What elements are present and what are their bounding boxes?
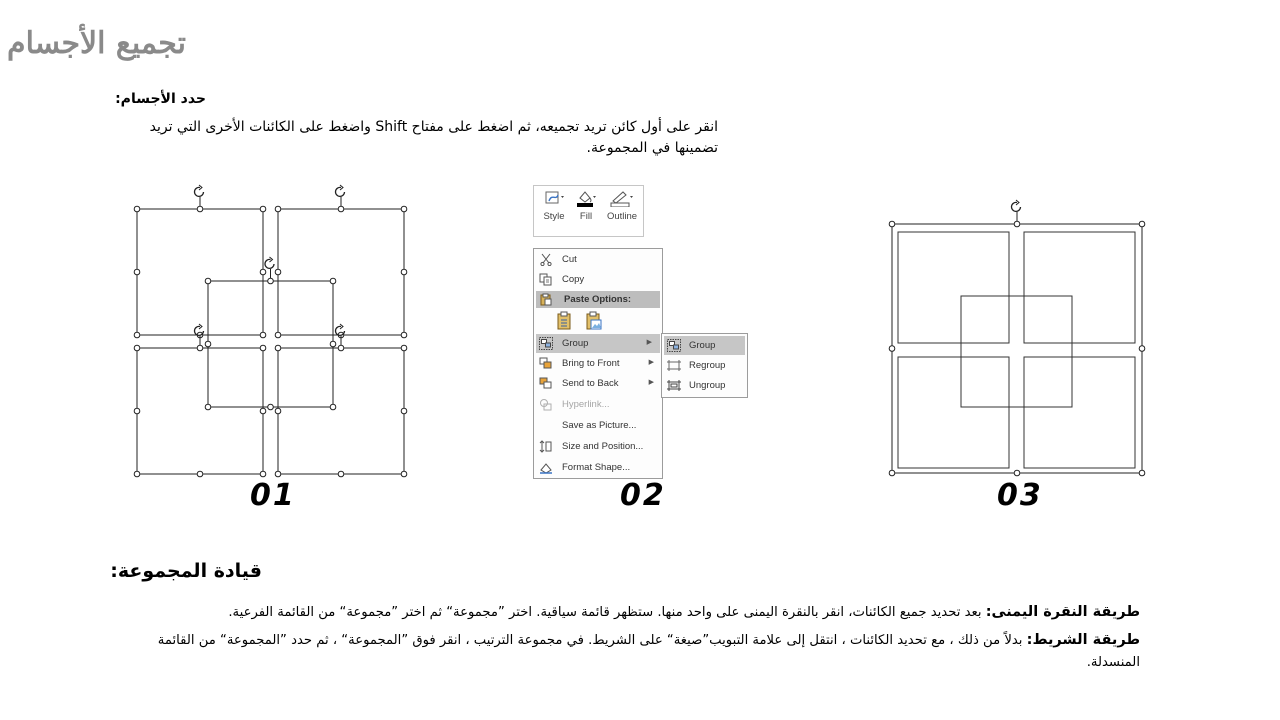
grouped-square — [898, 232, 1009, 343]
paste-keep-source-button[interactable] — [556, 311, 574, 331]
resize-handle — [275, 332, 281, 338]
resize-handle — [330, 341, 336, 347]
resize-handle — [338, 471, 344, 477]
menu-item-size-and-position-label: Size and Position... — [562, 441, 644, 452]
menu-item-send-to-back-label: Send to Back — [562, 378, 619, 389]
resize-handle — [401, 332, 407, 338]
menu-item-bring-to-front-label: Bring to Front — [562, 358, 620, 369]
resize-handle — [401, 269, 407, 275]
resize-handle — [401, 471, 407, 477]
bring-to-front-icon — [539, 357, 553, 370]
resize-handle — [338, 206, 344, 212]
right-click-method-title: طريقة النقرة اليمنى: — [985, 604, 1140, 620]
rotate-handle-icon — [195, 185, 204, 196]
resize-handle — [134, 345, 140, 351]
selected-square — [278, 209, 404, 335]
resize-handle — [134, 408, 140, 414]
resize-handle — [1014, 221, 1020, 227]
select-objects-heading: حدد الأجسام: — [115, 91, 206, 107]
outline-button[interactable] — [604, 189, 640, 222]
ribbon-method-paragraph — [110, 629, 1140, 674]
style-button[interactable] — [539, 189, 569, 222]
menu-item-hyperlink-label: Hyperlink... — [562, 399, 610, 410]
menu-item-send-to-back[interactable] — [534, 374, 662, 393]
selected-square — [137, 348, 263, 474]
submenu-item-ungroup-label: Ungroup — [689, 380, 726, 391]
right-click-method-text: بعد تحديد جميع الكائنات، انقر بالنقرة اليمنى على واحد منها. ستظهر قائمة سياقية. اختر ”مجموعة“ ثم اختر ”مجموعة“ من القائمة الفرعية. — [228, 605, 986, 620]
grouped-square — [898, 357, 1009, 468]
submenu-arrow-icon: ▶ — [648, 359, 654, 366]
shape-style-icon — [543, 189, 565, 207]
submenu-item-regroup-label: Regroup — [689, 360, 726, 371]
resize-handle — [275, 206, 281, 212]
menu-item-save-as-picture-label: Save as Picture... — [562, 420, 637, 431]
outline-button-label: Outline — [606, 211, 638, 222]
menu-item-bring-to-front[interactable] — [534, 354, 662, 373]
rotate-handle-icon — [265, 257, 274, 268]
resize-handle — [260, 345, 266, 351]
menu-item-size-and-position[interactable] — [534, 437, 662, 456]
submenu-item-group[interactable] — [664, 336, 745, 355]
style-button-label: Style — [543, 211, 565, 222]
resize-handle — [889, 470, 895, 476]
ribbon-method-title: طريقة الشريط: — [1026, 632, 1140, 648]
menu-item-hyperlink[interactable] — [534, 395, 662, 414]
resize-handle — [330, 404, 336, 410]
paste-options-label: Paste Options: — [564, 294, 632, 305]
paste-as-picture-button[interactable] — [585, 311, 603, 331]
selected-square — [137, 209, 263, 335]
paint-bucket-icon — [575, 189, 597, 207]
pen-outline-icon — [609, 189, 635, 207]
group-command-heading: قيادة المجموعة: — [110, 560, 262, 582]
resize-handle — [260, 471, 266, 477]
menu-item-group-label: Group — [562, 338, 589, 349]
resize-handle — [1014, 470, 1020, 476]
hyperlink-icon — [539, 398, 553, 411]
resize-handle — [275, 408, 281, 414]
menu-item-cut-label: Cut — [562, 254, 577, 265]
ribbon-shape-styles — [533, 185, 644, 237]
resize-handle — [205, 404, 211, 410]
resize-handle — [134, 206, 140, 212]
resize-handle — [1139, 346, 1145, 352]
format-shape-icon — [539, 461, 553, 474]
submenu-arrow-icon: ▶ — [646, 339, 652, 346]
select-objects-instructions: انقر على أول كائن تريد تجميعه، ثم اضغط على مفتاح Shift واضغط على الكائنات الأخرى التي تريد تضمينها في المجموعة. — [149, 119, 718, 156]
menu-item-save-as-picture[interactable] — [534, 416, 662, 435]
resize-handle — [134, 471, 140, 477]
scissors-icon — [539, 253, 553, 266]
step-number-03: 03 — [997, 478, 1043, 513]
step-number-01: 01 — [250, 478, 296, 513]
resize-handle — [268, 278, 274, 284]
paste-clipboard-icon — [556, 311, 574, 331]
paste-picture-icon — [585, 311, 603, 331]
fill-button[interactable] — [571, 189, 601, 222]
selected-square — [208, 281, 333, 407]
group-icon — [539, 337, 553, 350]
menu-item-copy-label: Copy — [562, 274, 585, 285]
resize-handle — [134, 332, 140, 338]
resize-handle — [197, 471, 203, 477]
submenu-arrow-icon: ▶ — [648, 379, 654, 386]
rotate-handle-icon — [1012, 200, 1021, 211]
resize-handle — [338, 345, 344, 351]
rotate-handle-icon — [336, 185, 345, 196]
resize-handle — [330, 278, 336, 284]
submenu-item-regroup[interactable] — [664, 356, 745, 375]
resize-handle — [1139, 221, 1145, 227]
grouped-square — [961, 296, 1072, 407]
menu-item-group[interactable] — [536, 334, 660, 353]
clipboard-icon — [539, 293, 553, 306]
resize-handle — [889, 221, 895, 227]
submenu-item-group-label: Group — [689, 340, 716, 351]
selected-square — [892, 224, 1142, 473]
resize-handle — [401, 345, 407, 351]
regroup-icon — [667, 359, 681, 372]
page-title: تجميع الأجسام — [7, 26, 186, 61]
resize-handle — [401, 408, 407, 414]
resize-handle — [260, 332, 266, 338]
step-number-02: 02 — [620, 478, 666, 513]
resize-handle — [205, 278, 211, 284]
resize-handle — [260, 206, 266, 212]
paste-options-header — [536, 291, 660, 308]
resize-handle — [134, 269, 140, 275]
selected-square — [278, 348, 404, 474]
submenu-item-ungroup[interactable] — [664, 376, 745, 395]
ungroup-icon — [667, 379, 681, 392]
grouped-objects-diagram — [880, 185, 1160, 485]
resize-handle — [401, 206, 407, 212]
size-position-icon — [539, 440, 553, 453]
resize-handle — [205, 341, 211, 347]
ribbon-method-text: بدلاً من ذلك ، مع تحديد الكائنات ، انتقل إلى علامة التبويب”صيغة“ على الشريط. في مجموعة الترتيب ، انقر فوق ”المجموعة“ ، ثم حدد ”المجموعة“ من القائمة المنسدلة. — [157, 633, 1140, 670]
resize-handle — [275, 269, 281, 275]
resize-handle — [275, 471, 281, 477]
resize-handle — [260, 269, 266, 275]
menu-item-cut[interactable] — [534, 250, 662, 269]
selected-objects-diagram — [120, 180, 420, 490]
right-click-method-paragraph — [110, 601, 1140, 624]
menu-item-format-shape[interactable] — [534, 458, 662, 477]
grouped-square — [1024, 232, 1135, 343]
fill-button-label: Fill — [579, 211, 593, 222]
resize-handle — [268, 404, 274, 410]
context-menu — [533, 248, 663, 479]
resize-handle — [197, 345, 203, 351]
group-submenu — [661, 333, 748, 398]
send-to-back-icon — [539, 377, 553, 390]
resize-handle — [1139, 470, 1145, 476]
menu-item-format-shape-label: Format Shape... — [562, 462, 631, 473]
resize-handle — [260, 408, 266, 414]
menu-item-copy[interactable] — [534, 270, 662, 289]
copy-icon — [539, 273, 553, 286]
group-icon — [667, 339, 681, 352]
grouped-square — [1024, 357, 1135, 468]
resize-handle — [889, 346, 895, 352]
resize-handle — [197, 206, 203, 212]
resize-handle — [275, 345, 281, 351]
